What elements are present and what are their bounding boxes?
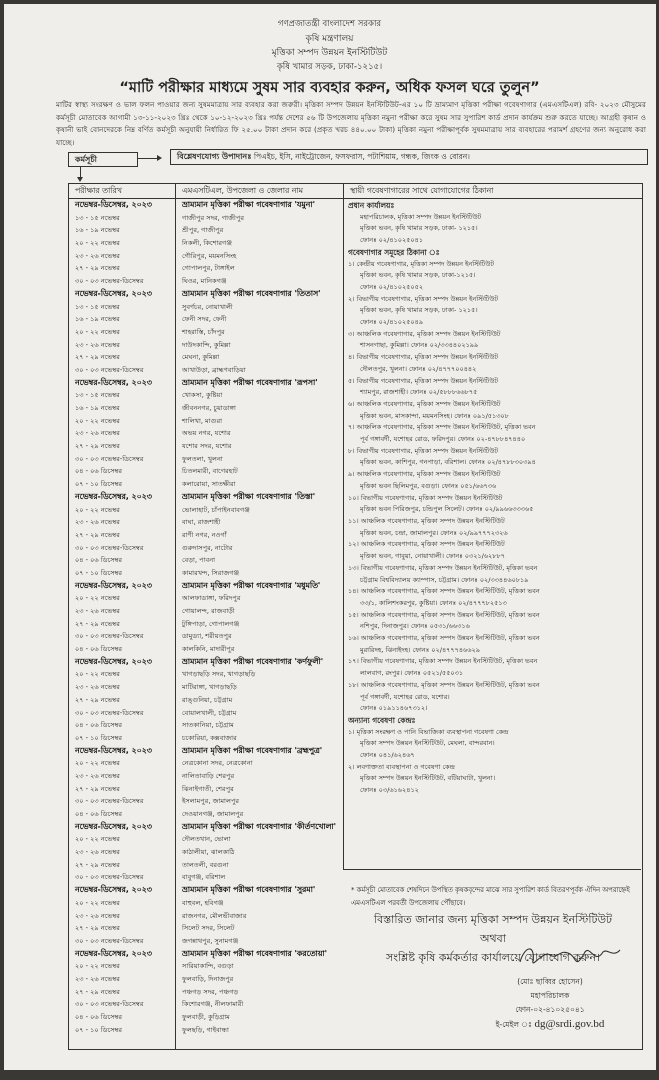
test-date: ২৩ - ২৬ নভেম্বর — [75, 607, 120, 615]
test-date: ৩০ - ০৩ নভেম্বর-ডিসেম্বর — [75, 454, 144, 463]
upazila-district: কাঠালীয়া, ঝালকাঠি — [182, 848, 235, 857]
lab-address-title: ৪। বিভাগীয় গবেষণাগার, মৃত্তিকা সম্পদ উন্নয়ন ইনস্টিটিউট — [348, 353, 499, 362]
section-date: নভেম্বর-ডিসেম্বর, ২০২৩ — [75, 580, 152, 590]
lab-address-title: ১। কেন্দ্রীয় গবেষণাগার, মৃত্তিকা সম্পদ উন্নয়ন ইনস্টিটিউট — [348, 259, 495, 268]
test-date: ২০ - ২২ নভেম্বর — [75, 594, 120, 603]
test-date: ২৭ - ২৯ নভেম্বর — [75, 619, 120, 628]
elements-value: পিএইচ, ইসি, নাইট্রোজেন, ফসফরাস, পটাশিয়াম, গন্ধক, জিংক ও বোরন। — [253, 152, 470, 161]
analysable-elements — [170, 149, 648, 165]
other-centre-line: ফোনঃ ০৪১/৬২৪৬৭ — [360, 751, 415, 760]
test-date: ৩০ - ০৩ নভেম্বর-ডিসেম্বর — [75, 936, 144, 945]
contact-line-3: সংশ্লিষ্ট কৃষি কর্মকর্তার কার্যালয়ে যোগাযোগ করুন। — [386, 951, 600, 964]
lab-address-line: মৃত্তিকা ভবন, মাসকান্দা, ময়মনসিংহ। ফোনঃ ০৯১/৫১৩০৮ — [360, 411, 509, 420]
test-date: ২৭ - ২৯ নভেম্বর — [75, 924, 120, 933]
col-header-address: স্থায়ী গবেষণাগারের সাথে যোগাযোগের ঠিকানা — [344, 184, 642, 199]
test-date: ২০ - ২২ নভেম্বর — [75, 416, 120, 425]
lab-name: ভ্রাম্যমান মৃত্তিকা পরীক্ষা গবেষণাগার 'ব্রহ্মপুত্র' — [182, 745, 323, 755]
section-date: নভেম্বর-ডিসেম্বর, ২০২৩ — [75, 948, 152, 958]
upazila-district: খাগড়াছড়ি সদর, খাগড়াছড়ি — [182, 670, 256, 679]
lab-address-line: ফোনঃ ০১৯১১৪৬৭৩১২। — [360, 704, 428, 713]
ministry-line: কৃষি মন্ত্রণালয় — [305, 34, 354, 44]
lab-address-line: মৃত্তিকা ভবন পিরিজপুর, চন্ডিপুল সিলেট। ফোনঃ ০২/৯৯৬৬৩৩৩৬৫ — [360, 505, 534, 514]
test-date: ৩০ - ০৩ নভেম্বর-ডিসেম্বর — [75, 797, 144, 806]
test-date: ৩০ - ০৩ নভেম্বর-ডিসেম্বর — [75, 632, 144, 641]
upazila-district: সাতকানিয়া, চট্টগ্রাম — [182, 721, 234, 730]
lab-address-line: লালবাগ, রংপুর। ফোনঃ ০৫২১/৫৫০৩১ — [360, 669, 464, 678]
test-date: ৩০ - ০৩ নভেম্বর-ডিসেম্বর — [75, 708, 144, 717]
other-centres-title: অন্যান্য গবেষণা কেন্দ্রঃ — [348, 715, 416, 725]
upazila-district: বাবুগঞ্জ, বরিশাল — [182, 873, 226, 882]
col-header-place: এমএসটিএল, উপজেলা ও জেলার নাম — [176, 184, 343, 199]
test-date: ০৭ - ১০ ডিসেম্বর — [75, 480, 123, 489]
upazila-district: টুঙ্গিপাড়া, গোপালগঞ্জ — [182, 619, 240, 628]
email-link[interactable]: dg@srdi.gov.bd — [534, 1018, 605, 1030]
email-label: ই-মেইল ঃ — [495, 1020, 533, 1029]
test-date: ০৭ - ১০ ডিসেম্বর — [75, 733, 123, 742]
upazila-district: গৌরিপুর, ময়মনসিংহ — [182, 251, 237, 260]
lab-address-title: ৮। বিভাগীয় গবেষণাগার, মৃত্তিকা সম্পদ উন্নয়ন ইনস্টিটিউট — [348, 446, 499, 455]
lab-name: ভ্রাম্যমান মৃত্তিকা পরীক্ষা গবেষণাগার 'যমুনা' — [182, 200, 315, 209]
upazila-district: ফুলবাড়ী, কুড়িগ্রাম — [182, 1013, 230, 1021]
upazila-district: গোয়ালন্দ, রাজবাড়ী — [182, 607, 235, 615]
test-date: ২৩ - ২৬ নভেম্বর — [75, 251, 120, 260]
intro-paragraph: মাটির স্বাস্থ্য সংরক্ষণ ও ভাল ফলন পাওয়ার জন্য সুষমমাত্রায় সার ব্যবহার করা জরুরী। মৃত্তিকা সম্পদ উন্নয়ন ইনস্টিটিউট-এর ১০ টি ভ্রাম্যমাণ মৃত্তিকা পরীক্ষা গবেষণাগার (এমএসটিএল) রবি- ২০২৩ মৌসুমের কর্মসূচী মোতাবেক আগামী ১৩-১১-২০২৩ খ্রিঃ থেকে ১০-১২-২০২৩ খ্রিঃ পর্যন্ত দেশের ৫৬ টি উপজেলায় মৃত্তিকা নমুনা পরীক্ষা করে সুষম সার সুপারিশ কার্ড প্রদান কার্যক্রম শুরু করতে যাচ্ছে। আগ্রহী কৃষান ও কৃষানী ভাই বোনদেরকে নিম্ন বর্ণিত কর্মসূচী অনুযায়ী নির্ধারিত ফি ২৫.০০ টাকা প্রদান করে (প্রকৃত খরচ ৪৪০.০০ টাকা) মৃত্তিকা নমুনা পরীক্ষাপূর্বক সুষমমাত্রায় সার ব্যবহারের পরামর্শ গ্রহণের জন্য অনুরোধ করা যাচ্ছে। — [56, 100, 646, 147]
upazila-district: শালিখা, মাগুরা — [182, 416, 223, 425]
upazila-district: যশোর সদর, যশোর — [182, 442, 232, 451]
section-date: নভেম্বর-ডিসেম্বর, ২০২৩ — [75, 656, 152, 666]
upazila-district: সারিয়াকান্দি, বগুড়া — [182, 962, 234, 971]
upazila-district: নেত্রকোনা সদর, নেত্রকোনা — [182, 759, 253, 768]
test-date: ২৭ - ২৯ নভেম্বর — [75, 442, 120, 451]
col-header-date: পরীক্ষার তারিখ — [69, 184, 175, 199]
address-column — [343, 184, 642, 199]
test-date: ২০ - ২২ নভেম্বর — [75, 898, 120, 907]
upazila-district: বোয়ালখালী, চট্টগ্রাম — [182, 708, 237, 717]
lab-address-title: ১৬। আঞ্চলিক গবেষণাগার, মৃত্তিকা সম্পদ উন্নয়ন ইনস্টিটিউট, মৃত্তিকা ভবন — [348, 634, 540, 643]
lab-address-title: ১৫। আঞ্চলিক গবেষণাগার, মৃত্তিকা সম্পদ উন্নয়ন ইনস্টিটিউট, মৃত্তিকা ভবন — [348, 610, 540, 619]
lab-address-line: চট্টগ্রাম বিশ্ববিদ্যালয় ক্যাম্পাস, চট্টগ্রাম। ফোনঃ ০২/৩৩৪৪৬০৮১৯ — [360, 575, 529, 584]
contact-line-1: বিস্তারিত জানার জন্য মৃত্তিকা সম্পদ উন্নয়ন ইনস্টিটিউট — [373, 913, 613, 926]
lab-address-line: মুরারিদহ, ঝিনাইদহ। ফোনঃ ০২/৪৭৭৭৪৬৬২৯ — [360, 645, 480, 654]
upazila-district: দেওয়ানগঞ্জ, জামালপুর — [182, 810, 244, 818]
lab-name: ভ্রাম্যমান মৃত্তিকা পরীক্ষা গবেষণাগার 'রূপসা' — [182, 377, 318, 387]
address-list — [343, 198, 641, 870]
upazila-district: ফুলছড়ি, গাইবান্ধা — [182, 1025, 229, 1034]
test-date: ২৭ - ২৯ নভেম্বর — [75, 784, 120, 793]
upazila-district: কিশোরগঞ্জ, নীলফামারী — [182, 1000, 244, 1009]
test-date: ৩০ - ০৩ নভেম্বর-ডিসেম্বর — [75, 365, 144, 374]
lab-address-line: ৩৩/১, কালিশংকরপুর, কুষ্টিয়া। ফোনঃ ০২/৪৭৭৭৮২৫১৩ — [360, 598, 507, 607]
section-date: নভেম্বর-ডিসেম্বর, ২০২৩ — [75, 200, 152, 209]
test-date: ২৩ - ২৬ নভেম্বর — [75, 848, 120, 857]
lab-name: ভ্রাম্যমান মৃত্তিকা পরীক্ষা গবেষণাগার 'কর্ণফুলী' — [182, 656, 324, 666]
institute-line: মৃত্তিকা সম্পদ উন্নয়ন ইনস্টিটিউট — [271, 48, 388, 58]
test-date: ২৭ - ২৯ নভেম্বর — [75, 695, 120, 704]
upazila-district: রাণী নগর, নওগাঁ — [182, 530, 227, 539]
lab-address-title: ৯। আঞ্চলিক গবেষণাগার, মৃত্তিকা সম্পদ উন্নয়ন ইনস্টিটিউট — [348, 470, 501, 479]
upazila-district: জীবননগর, চুয়াডাঙ্গা — [182, 404, 236, 412]
program-note: * কর্মসূচী মোতাবেক শেষদিনে উপস্থিত কৃষকবৃন্দের মাঝে সার সুপারিশ কার্ড বিতরণপূর্বক ঐদিন অপরাহ্নেই এমএসটিএল পরবর্তী উপজেলায় পৌঁছাবে। — [351, 886, 630, 907]
test-date: ২৭ - ২৯ নভেম্বর — [75, 264, 120, 273]
test-date: ০৭ - ১০ ডিসেম্বর — [75, 1025, 123, 1034]
test-date: ০৪ - ০৬ ডিসেম্বর — [75, 810, 123, 818]
upazila-district: ইসলামপুর, জামালপুর — [182, 797, 239, 806]
upazila-district: ঝিনাইগাতী, শেরপুর — [182, 784, 234, 793]
test-date: ২০ - ২২ নভেম্বর — [75, 239, 120, 248]
lab-address-line: পূর্ব গঙ্গাবর্দী, যশোহর রোড, যশোর। — [360, 692, 450, 701]
lab-address-title: ১৮। আঞ্চলিক গবেষণাগার, মৃত্তিকা সম্পদ উন্নয়ন ইনস্টিটিউট, মৃত্তিকা ভবন — [348, 680, 540, 689]
upazila-district: খোকসা, কুষ্টিয়া — [182, 391, 223, 400]
test-date: ২৩ - ২৬ নভেম্বর — [75, 518, 120, 527]
test-date: ২০ - ২২ নভেম্বর — [75, 759, 120, 768]
lab-name: ভ্রাম্যমান মৃত্তিকা পরীক্ষা গবেষণাগার 'মধুমতি' — [182, 580, 321, 590]
test-date: ২৩ - ২৬ নভেম্বর — [75, 911, 120, 920]
test-date: ০৭ - ১০ ডিসেম্বর — [75, 568, 123, 577]
upazila-district: কালকিনি, মাদারীপুর — [182, 645, 235, 654]
govt-line: গণপ্রজাতন্ত্রী বাংলাদেশ সরকার — [277, 19, 382, 29]
test-date: ০৪ - ০৬ ডিসেম্বর — [75, 721, 123, 730]
upazila-district: সুবর্ণচর, নোয়াখালী — [182, 302, 233, 311]
lab-name: ভ্রাম্যমান মৃত্তিকা পরীক্ষা গবেষণাগার 'সুরমা' — [182, 885, 316, 895]
test-date: ০৪ - ০৬ ডিসেম্বর — [75, 467, 123, 476]
section-date: নভেম্বর-ডিসেম্বর, ২০২৩ — [75, 745, 152, 755]
labs-title: গবেষণাগার সমূহের ঠিকানা ঃ — [348, 247, 440, 257]
other-centre-line: ফোনঃ ০৩/৬১৬২৪১২ — [360, 786, 419, 795]
upazila-district: ফুলতলা, খুলনা — [182, 454, 223, 463]
upazila-district: গোপালপুর, টাঙ্গাইল — [182, 264, 235, 273]
lab-address-title: ৩। আঞ্চলিক গবেষণাগার, মৃত্তিকা সম্পদ উন্নয়ন ইনস্টিটিউট — [348, 329, 501, 338]
arrow-down-icon — [80, 166, 81, 180]
lab-address-title: ১১। আঞ্চলিক গবেষণাগার, মৃত্তিকা সম্পদ উন্নয়ন ইনস্টিটিউট — [348, 516, 505, 525]
arrow-right-icon — [138, 158, 160, 159]
lab-address-title: ৬। আঞ্চলিক গবেষণাগার, মৃত্তিকা সম্পদ উন্নয়ন ইনস্টিটিউট — [348, 399, 501, 408]
signatory-title: মহাপরিচালক — [530, 991, 570, 1000]
lab-name: ভ্রাম্যমান মৃত্তিকা পরীক্ষা গবেষণাগার 'কীর্তণখোলা' — [182, 821, 337, 831]
test-date: ২০ - ২২ নভেম্বর — [75, 505, 120, 514]
test-date: ১৩ - ১৫ নভেম্বর — [75, 391, 120, 400]
lab-name: ভ্রাম্যমান মৃত্তিকা পরীক্ষা গবেষণাগার 'করতোয়া' — [182, 948, 328, 958]
upazila-district: অভয় নগর, যশোর — [182, 429, 231, 438]
upazila-district: জগন্নাথপুর, সুনামগঞ্জ — [182, 936, 239, 945]
test-date: ৩০ - ০৩ নভেম্বর-ডিসেম্বর — [75, 873, 144, 882]
upazila-district: ফেনী সদর, ফেনী — [182, 315, 227, 324]
upazila-district: শ্রীপুর, গাজীপুর — [182, 226, 224, 235]
upazila-district: ফুলবাড়ি, দিনাজপুর — [182, 974, 234, 983]
test-date: ২৭ - ২৯ নভেম্বর — [75, 860, 120, 869]
test-date: ৩০ - ০৩ নভেম্বর-ডিসেম্বর — [75, 543, 144, 552]
lab-address-line: মৃত্তিকা ভবন, কাশিপুর, গনপাড়া, বরিশাল। ফোনঃ ০২/৪৭৮৮৩০৩৯৪ — [360, 458, 536, 467]
upazila-district: শাহরাস্তি, চাঁদপুর — [182, 327, 225, 336]
upazila-district: আলফাডাঙ্গা, ফরিদপুর — [182, 594, 241, 603]
other-centre-line: মৃত্তিকা সম্পদ উন্নয়ন ইনস্টিটিউট, মেঘলা, বান্দরবান। — [360, 739, 495, 748]
section-date: নভেম্বর-ডিসেম্বর, ২০২৩ — [75, 821, 152, 831]
lab-address-title: ১৭। বিভাগীয় গবেষণাগার, মৃত্তিকা সম্পদ উন্নয়ন ইনস্টিটিউট, মৃত্তিকা ভবন — [348, 657, 538, 666]
test-date: ০৪ - ০৬ ডিসেম্বর — [75, 556, 123, 565]
head-office-line: মৃত্তিকা ভবন, কৃষি খামার সড়ক, ঢাকা- ১২১৫। — [360, 224, 478, 233]
lab-address-line: ফোনঃ ০২/৪১০২৫০৪৯ — [360, 318, 424, 327]
other-centre-line: ১। মৃত্তিকা সংরক্ষণ ও পানি বিভাজিকা ব্যবস্থাপনা গবেষণা কেন্দ্র — [348, 727, 509, 736]
upazila-district: ভোলাহাট, চাঁপাইনবাবগঞ্জ — [182, 505, 250, 514]
other-centre-line: ২। লবণাক্ততা ব্যবস্থাপনা ও গবেষণা কেন্দ্র — [348, 762, 455, 771]
contact-line-2: অথবা — [480, 932, 506, 945]
upazila-district: কামারখন্দ, সিরাজগঞ্জ — [182, 568, 240, 577]
upazila-district: নিকলী, কিশোরগঞ্জ — [182, 239, 232, 248]
upazila-district: সিলেট সদর, সিলেট — [182, 924, 235, 933]
test-date: ২৭ - ২৯ নভেম্বর — [75, 987, 120, 996]
address-line: কৃষি খামার সড়ক, ঢাকা-১২১৫। — [276, 62, 383, 72]
signatory-phone: ফোন-০২-৪১০২৫০৪১ — [515, 1005, 585, 1014]
lab-address-title: ১৩। বিভাগীয় গবেষণাগার, মৃত্তিকা সম্পদ উন্নয়ন ইনস্টিটিউট, মৃত্তিকা ভবন — [348, 563, 538, 572]
lab-address-line: মৃত্তিকা ভবন, কৃষি খামার সড়ক, ঢাকা-১২১৫। — [360, 271, 476, 280]
upazila-district: রাজনগর, মৌলভীবাজার — [182, 911, 247, 920]
lab-address-title: ১৪। আঞ্চলিক গবেষণাগার, মৃত্তিকা সম্পদ উন্নয়ন ইনস্টিটিউট, মৃত্তিকা ভবন — [348, 587, 540, 596]
lab-address-line: মৃত্তিকা ভবন, চন্দ্রা, জামালপুর। ফোনঃ ০২/৯৯৭৭৭২৩২৬ — [360, 528, 508, 537]
lab-address-line: শাসনগাছা, কুমিল্লা। ফোনঃ ০২/৩৩৪৪০২১৯৯ — [360, 341, 479, 350]
test-date: ২০ - ২২ নভেম্বর — [75, 962, 120, 971]
lab-address-title: ৫। বিভাগীয় গবেষণাগার, মৃত্তিকা সম্পদ উন্নয়ন ইনস্টিটিউট — [348, 376, 499, 385]
test-date: ৩০ - ০৩ নভেম্বর-ডিসেম্বর — [75, 1000, 144, 1009]
test-date: ১৬ - ১৯ নভেম্বর — [75, 404, 120, 412]
upazila-district: বাঘা, রাজশাহী — [182, 518, 221, 527]
upazila-district: বাহুবল, হবিগঞ্জ — [182, 898, 224, 907]
head-office-title: প্রধান কার্যালয়ঃ — [348, 201, 395, 210]
section-date: নভেম্বর-ডিসেম্বর, ২০২৩ — [75, 491, 152, 501]
test-date: ২৩ - ২৬ নভেম্বর — [75, 340, 120, 349]
lab-address-title: ২। বিভাগীয় গবেষণাগার, মৃত্তিকা সম্পদ উন্নয়ন ইনস্টিটিউট — [348, 294, 499, 303]
test-date: ২৩ - ২৬ নভেম্বর — [75, 429, 120, 438]
head-office-line: মহাপরিচালক, মৃত্তিকা সম্পদ উন্নয়ন ইনস্টিটিউট — [360, 212, 482, 221]
lab-address-line: মৃত্তিকা ভবন, গাবুয়া, নোয়াখালী। ফোনঃ ০৩২১/৬২৮৮৭ — [360, 552, 505, 561]
upazila-district: তালতলী, বরগুনা — [182, 860, 229, 869]
test-date: ১৩ - ১৫ নভেম্বর — [75, 213, 120, 222]
lab-address-title: ১২। আঞ্চলিক গবেষণাগার, মৃত্তিকা সম্পদ উন্নয়ন ইনস্টিটিউট — [348, 540, 505, 549]
test-date: ২০ - ২২ নভেম্বর — [75, 327, 120, 336]
signatory-name: (মোঃ ছাব্বির হোসেন) — [517, 977, 583, 986]
test-date: ২০ - ২২ নভেম্বর — [75, 670, 120, 679]
place-column — [175, 184, 343, 1049]
lab-address-title: ৭। আঞ্চলিক গবেষণাগার, মৃত্তিকা সম্পদ উন্নয়ন ইনস্টিটিউট, মৃত্তিকা ভবন — [348, 423, 536, 432]
slogan-title: “মাটি পরীক্ষার মাধ্যমে সুষম সার ব্যবহার করুন, অধিক ফসল ঘরে তুলুন” — [119, 80, 540, 96]
section-date: নভেম্বর-ডিসেম্বর, ২০২৩ — [75, 288, 152, 298]
upazila-district: নালিতাবাড়ি শেরপুর — [182, 771, 235, 780]
lab-address-line: শ্যামপুর, রাজশাহী। ফোনঃ ০২/৫৮৮৮৬৬৮৭৫ — [360, 388, 478, 397]
test-date: ২৭ - ২৯ নভেম্বর — [75, 353, 120, 362]
head-office-line: ফোনঃ ০২/৪১০২৫০৪১ — [360, 236, 424, 245]
upazila-district: চকোরিয়া, কক্সবাজার — [182, 733, 237, 742]
upazila-district: চিতলমারী, বাগেরহাট — [182, 467, 238, 476]
upazila-district: মেঘনা, কুমিল্লা — [182, 353, 220, 362]
lab-address-line: নশিপুর, দিনাজপুর। ফোনঃ ০৫৩১/৬৬৩১৬ — [360, 622, 470, 631]
elements-label: বিশ্লেষণযোগ্য উপাদানঃ — [177, 152, 252, 161]
upazila-district: দাউদকান্দি, কুমিল্লা — [182, 340, 231, 349]
lab-address-title: ১০। বিভাগীয় গবেষণাগার, মৃত্তিকা সম্পদ উন্নয়ন ইনস্টিটিউট — [348, 493, 503, 502]
upazila-district: মাটিরাঙ্গা, খাগড়াছড়ি — [182, 683, 237, 692]
program-label: কর্মসূচী — [68, 152, 138, 167]
test-date: ০৪ - ০৬ ডিসেম্বর — [75, 645, 123, 654]
upazila-district: ঘিওর, মানিকগঞ্জ — [182, 277, 227, 286]
test-date: ১৩ - ১৫ নভেম্বর — [75, 302, 120, 311]
section-date: নভেম্বর-ডিসেম্বর, ২০২৩ — [75, 377, 152, 387]
signatory-block — [440, 975, 659, 1032]
test-date: ১৬ - ১৯ নভেম্বর — [75, 315, 120, 324]
signature-icon — [515, 940, 625, 975]
lab-address-line: ফোনঃ ০২/৪১০২৫০৫২ — [360, 282, 424, 291]
lab-name: ভ্রাম্যমান মৃত্তিকা পরীক্ষা গবেষণাগার 'তিস্তা' — [182, 491, 316, 501]
lab-address-line: মৃত্তিকা ভবন, কৃষি খামার সড়ক, ঢাকা- ১২১৫। — [360, 306, 478, 315]
test-date: ২৩ - ২৬ নভেম্বর — [75, 771, 120, 780]
upazila-district: ডামুড্যা, শরীয়তপুর — [182, 632, 232, 641]
upazila-district: দৌলতখান, ভোলা — [182, 835, 231, 844]
test-date: ৩০ - ০৩ নভেম্বর-ডিসেম্বর — [75, 277, 144, 286]
upazila-district: আখাউড়া, ব্রাহ্মণবাড়িয়া — [182, 365, 246, 374]
test-date: ২৩ - ২৬ নভেম্বর — [75, 974, 120, 983]
lab-address-line: পূর্ব গঙ্গাবর্দী, যশোহর রোড, ফরিদপুর। ফোনঃ ০২-৪৭৮৮৪৭৪৪০ — [360, 435, 526, 444]
upazila-district: বেড়া, পাবনা — [182, 556, 216, 565]
upazila-district: গুরুদাসপুর, নাটোর — [182, 543, 233, 552]
lab-name: ভ্রাম্যমান মৃত্তিকা পরীক্ষা গবেষণাগার 'তিতাস' — [182, 288, 321, 298]
date-column — [69, 184, 175, 1036]
upazila-district: কলারোয়া, সাতক্ষীরা — [182, 480, 236, 489]
other-centre-line: মৃত্তিকা সম্পদ উন্নয়ন ইনস্টিটিউট, বটিয়াঘাটা, খুলনা। — [360, 774, 496, 783]
section-date: নভেম্বর-ডিসেম্বর, ২০২৩ — [75, 885, 152, 895]
test-date: ০৪ - ০৬ ডিসেম্বর — [75, 1013, 123, 1021]
lab-address-line: মৃত্তিকা ভবন ছিলিমপুর, বগুড়া। ফোনঃ ০৫১/৬৬৭৩৬ — [360, 481, 497, 490]
upazila-district: গাজীপুর সদর, গাজীপুর — [182, 213, 244, 222]
test-date: ২৩ - ২৬ নভেম্বর — [75, 683, 120, 692]
test-date: ২৭ - ২৯ নভেম্বর — [75, 530, 120, 539]
test-date: ১৬ - ১৯ নভেম্বর — [75, 226, 120, 235]
test-date: ২০ - ২২ নভেম্বর — [75, 835, 120, 844]
lab-address-line: দৌলতপুর, খুলনা। ফোনঃ ০২/৪৭৭৭০০৪৪২ — [360, 364, 477, 373]
upazila-district: রাঙ্গুনিয়া, চট্টগ্রাম — [182, 695, 233, 704]
upazila-district: পঞ্চগড় সদর, পঞ্চগড় — [182, 987, 239, 996]
